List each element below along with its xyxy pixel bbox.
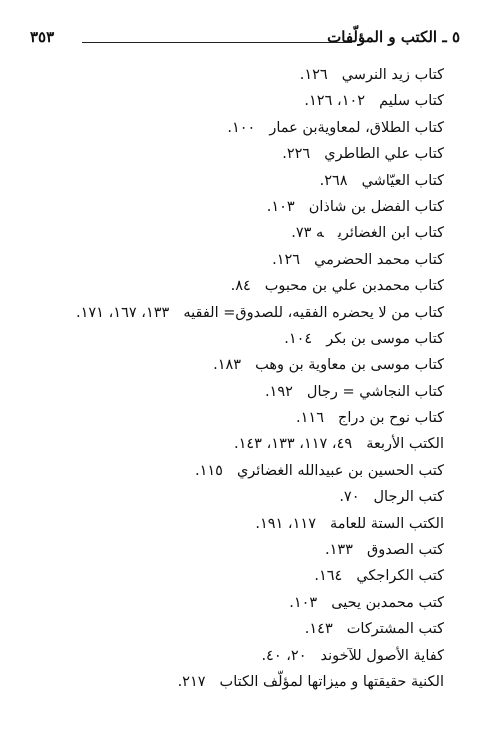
index-entry: [24, 88, 444, 114]
index-entry: [24, 194, 444, 220]
entry-pages: ١١٧، ١٩١.: [255, 515, 316, 532]
index-entry: [24, 273, 444, 299]
entry-pages: ١٠٣.: [289, 594, 318, 611]
entry-pages: ٢٠، ٤٠.: [261, 647, 307, 664]
index-entry: [24, 590, 444, 616]
entry-term: كتاب محمد الحضرمي: [314, 251, 444, 268]
running-header: [30, 28, 460, 50]
index-entry: [24, 300, 444, 326]
index-entry: [24, 511, 444, 537]
entry-term: كتب الصدوق: [366, 542, 444, 559]
index-entry: [24, 326, 444, 352]
entry-term: كتب الحسين بن عبيدالله الغضائري: [236, 462, 444, 479]
entry-pages: ١٩٢.: [264, 383, 293, 400]
entry-pages: ٢١٧.: [177, 673, 206, 690]
entry-pages: ٢٢٦.: [282, 146, 311, 163]
entry-pages: ١٣٣، ١٦٧، ١٧١.: [76, 304, 170, 321]
entry-term: الكتب الستة للعامة: [330, 515, 444, 532]
index-entry: [24, 247, 444, 273]
entry-pages: ١١٦.: [296, 410, 325, 427]
index-entry: [24, 458, 444, 484]
entry-term: كتاب الفضل بن شاذان: [308, 198, 444, 215]
index-entry: [24, 563, 444, 589]
page-number: ٣٥٣: [30, 28, 55, 46]
entry-term: كتاب ابن الغضائري: [337, 225, 444, 242]
index-entry: [24, 643, 444, 669]
index-list: [24, 62, 444, 695]
entry-pages: ٨٤.: [230, 278, 251, 295]
entry-term: الكنية حقيقتها و ميزاتها لمؤلّف الكتاب: [219, 673, 444, 690]
entry-term: كتاب موسى بن معاوية بن وهب: [255, 357, 444, 374]
entry-term: كتاب محمدبن علي بن محبوب: [264, 278, 444, 295]
entry-pages: ١٨٣.: [213, 357, 242, 374]
index-entry: [24, 484, 444, 510]
entry-term: كتاب موسى بن بكر: [326, 330, 444, 347]
header-rule: [82, 42, 352, 43]
index-entry: [24, 115, 444, 141]
entry-pages: ١٣٣.: [325, 542, 353, 559]
index-entry: [24, 431, 444, 457]
entry-pages: ١٦٤.: [314, 568, 343, 585]
entry-term: كتاب النجاشي = رجال: [306, 383, 444, 400]
entry-pages: ٤٩، ١١٧، ١٣٣، ١٤٣.: [234, 436, 353, 453]
entry-pages: ١٠٢، ١٢٦.: [304, 93, 366, 110]
index-entry: [24, 616, 444, 642]
index-entry: [24, 537, 444, 563]
entry-pages: ١٠٠.: [227, 119, 256, 136]
entry-term: كتب محمدبن يحيى: [331, 594, 444, 611]
entry-term: كتب الكراجكي: [356, 568, 444, 585]
entry-pages: ١٤٣.: [304, 621, 333, 638]
index-entry: [24, 669, 444, 695]
entry-term: الكتب الأربعة: [366, 436, 444, 453]
entry-term: كتاب سليم: [379, 93, 444, 110]
entry-pages: ١٠٣.: [266, 198, 295, 215]
chapter-title: ٥ ـ الكتب و المؤلّفات: [327, 28, 460, 46]
index-entry: [24, 168, 444, 194]
entry-pages: ١٠٤.: [284, 330, 313, 347]
entry-term: كتب الرجال: [373, 489, 444, 506]
entry-term: كتاب نوح بن دراج: [338, 410, 444, 427]
entry-term: كتاب زيد النرسي: [341, 67, 444, 83]
entry-term: كتاب علي الطاطري: [324, 146, 444, 163]
entry-term: كتاب من لا يحضره الفقيه، للصدوق= الفقيه: [183, 304, 444, 321]
index-entry: [24, 352, 444, 378]
entry-pages: ٧٠.: [339, 489, 360, 506]
entry-pages: ه ٧٣.: [291, 225, 324, 242]
index-entry: [24, 141, 444, 167]
entry-pages: ٢٦٨.: [319, 172, 348, 189]
entry-pages: ١٢٦.: [272, 251, 301, 268]
entry-term: كتاب العيّاشي: [361, 172, 444, 189]
entry-term: كتب المشتركات: [346, 621, 444, 638]
entry-term: كفاية الأصول للآخوند: [320, 647, 444, 664]
entry-term: كتاب الطلاق، لمعاويةبن عمار: [269, 119, 444, 136]
entry-pages: ١١٥.: [194, 462, 223, 479]
entry-pages: ١٢٦.: [299, 67, 328, 83]
index-entry: [24, 405, 444, 431]
index-entry: [24, 220, 444, 246]
index-entry: [24, 379, 444, 405]
index-entry: [24, 62, 444, 88]
